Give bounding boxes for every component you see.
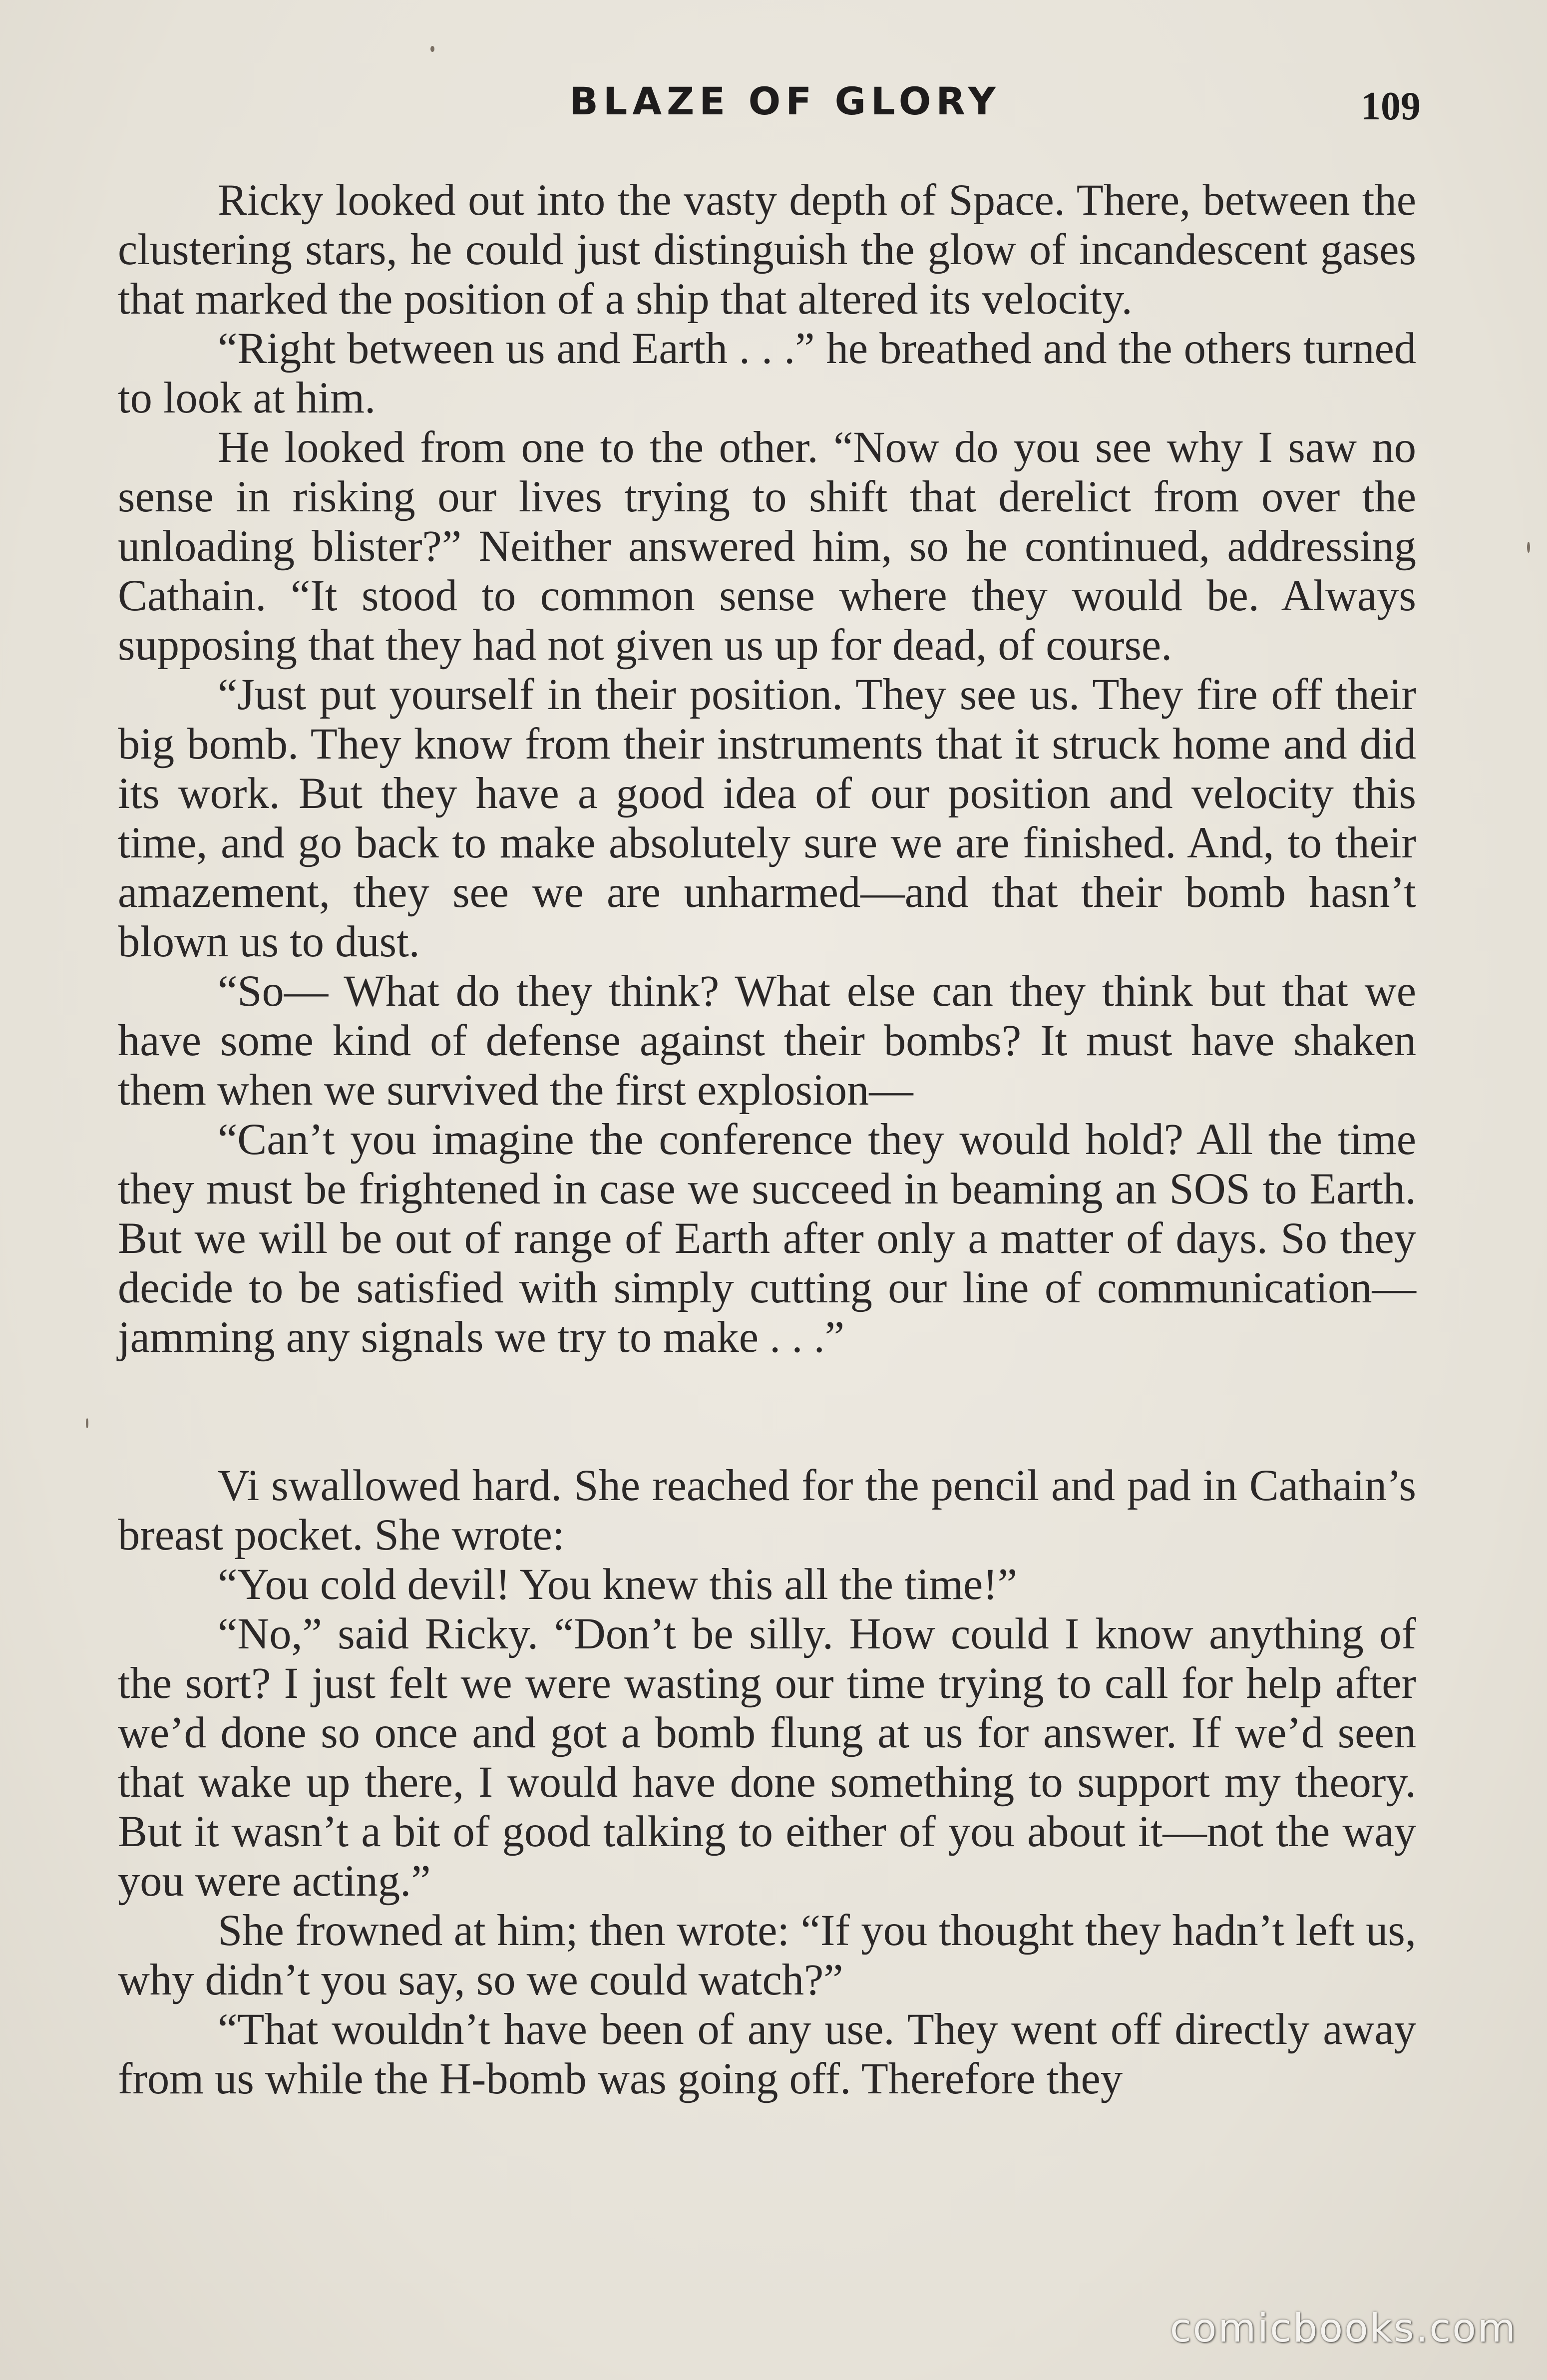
paper-speck — [86, 1418, 88, 1428]
paragraph: Ricky looked out into the vasty depth of Space. There, between the clustering stars, he could just distinguish the glow of incandescent gases that marked the position of a ship that altered its velocity. — [118, 176, 1416, 324]
paragraph: He looked from one to the other. “Now do you see why I saw no sense in risking our lives trying to shift that derelict from over the unloading blister?” Neither answered him, so he continued, addressing Cathain. “It stood to common sense where they would be. Always supposing that they had not given us up for dead, of course. — [118, 423, 1416, 670]
paragraph: Vi swallowed hard. She reached for the pencil and pad in Cathain’s breast pocket. She wrote: — [118, 1461, 1416, 1560]
paragraph: “No,” said Ricky. “Don’t be silly. How could I know anything of the sort? I just felt we were wasting our time trying to call for help after we’d done so once and got a bomb flung at us for answer. If we’d seen that wake up there, I would have done something to support my theory. But it wasn’t a bit of good talking to either of you about it—not the way you were acting.” — [118, 1609, 1416, 1906]
page-number: 109 — [1361, 84, 1421, 128]
paragraph: “Right between us and Earth . . .” he breathed and the others turned to look at him. — [118, 324, 1416, 422]
watermark: comicbooks.com — [1169, 2306, 1517, 2351]
paragraph: “Can’t you imagine the conference they would hold? All the time they must be frightened in case we succeed in beaming an SOS to Earth. But we will be out of range of Earth after only a matter of days. So they decide to be satisfied with simply cutting our line of communication—jamming any signals we try to make . . .” — [118, 1115, 1416, 1362]
running-title: BLAZE OF GLORY — [569, 79, 1001, 123]
section-break — [118, 1362, 1416, 1461]
body-text — [118, 176, 1416, 2104]
paragraph: “That wouldn’t have been of any use. They went off directly away from us while the H-bomb was going off. Therefore they — [118, 2005, 1416, 2103]
paragraph: “You cold devil! You knew this all the time!” — [218, 1560, 1018, 1609]
paragraph: “So— What do they think? What else can they think but that we have some kind of defense against their bombs? It must have shaken them when we survived the first explosion— — [118, 967, 1416, 1115]
paper-speck — [1527, 542, 1530, 553]
paper-speck — [430, 46, 434, 52]
paragraph: She frowned at him; then wrote: “If you thought they hadn’t left us, why didn’t you say, so we could watch?” — [118, 1906, 1416, 2004]
paragraph: “Just put yourself in their position. They see us. They fire off their big bomb. They know from their instruments that it struck home and did its work. But they have a good idea of our position and velocity this time, and go back to make absolutely sure we are finished. And, to their amazement, they see we are unharmed—and that their bomb hasn’t blown us to dust. — [118, 670, 1416, 966]
page-header — [0, 75, 1547, 135]
